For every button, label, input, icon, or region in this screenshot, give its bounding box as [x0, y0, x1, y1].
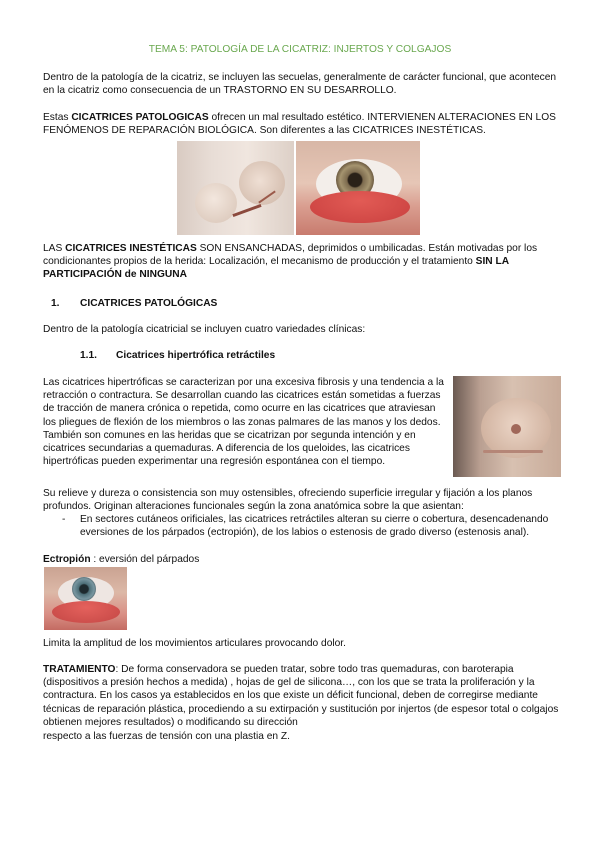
hipertroficas-paragraph: Las cicatrices hipertróficas se caracterizan por una excesiva fibrosis y una tendencia a la retracción o contractura. Se desarrollan cuando las cicatrices están sometidas a fuerzas de tracción de manera crónica o repetida, como ocurre en las cicatrices que atraviesan los pliegues de flexión de los miembros o las zonas palmares de las manos y los dedos. También son comunes en las heridas que se cicatrizan por segunda intención y en cicatrices secundarias a quemaduras. A diferencia de los queloides, las cicatrices hipertróficas pueden experimentar una regresión espontánea con el tiempo. — [43, 377, 444, 468]
breast-scar-photo — [453, 376, 561, 477]
eye-ectropion-photo — [296, 141, 420, 235]
bullet-marker: - — [62, 514, 66, 525]
section-1-number: 1. — [51, 298, 60, 309]
limita-paragraph: Limita la amplitud de los movimientos articulares provocando dolor. — [43, 638, 346, 649]
section-1-heading: CICATRICES PATOLÓGICAS — [80, 298, 218, 309]
tratamiento-paragraph: TRATAMIENTO: De forma conservadora se pueden tratar, sobre todo tras quemaduras, con baroterapia (dispositivos a presión hechos a medida) , hojas de gel de silicona…, con los que se trata la proliferación y la contractura. En los casos ya establecidos en los que existe un déficit funcional, deben de corregirse mediante técnicas de reparación plástica, procediendo a su extirpación y sustitución por injertos (de espesor total o colgajos obtienen mejores resultados) o modificando su dirección — [43, 664, 559, 728]
inesteticas-paragraph: LAS CICATRICES INESTÉTICAS SON ENSANCHADAS, deprimidos o umbilicadas. Están motivadas por los condicionantes propios de la herida: Localización, el mecanismo de producción y el tratamiento SIN LA PARTICIPACIÓN de NINGUNA — [43, 243, 538, 281]
torso-scar-photo — [177, 141, 294, 235]
relieve-paragraph: Su relieve y dureza o consistencia son muy ostensibles, ofreciendo superficie irregular y fijación a los planos profundos. Originan alteraciones funcionales según la zona anatómica sobre la que asientan: — [43, 488, 533, 513]
section-1-1-number: 1.1. — [80, 350, 97, 361]
ectropion-caption: Ectropión : eversión del párpados — [43, 554, 200, 565]
patologicas-paragraph: Estas CICATRICES PATOLOGICAS ofrecen un mal resultado estético. INTERVIENEN ALTERACIONES EN LOS FENÓMENOS DE REPARACIÓN BIOLÓGICA. Son diferentes a las CICATRICES INESTÉTICAS. — [43, 112, 556, 137]
tratamiento-last-line: respecto a las fuerzas de tensión con una plastia en Z. — [43, 731, 290, 742]
section-1-intro: Dentro de la patología cicatricial se incluyen cuatro variedades clínicas: — [43, 324, 366, 335]
ectropion-eye-photo — [44, 567, 127, 630]
page-title: TEMA 5: PATOLOGÍA DE LA CICATRIZ: INJERTOS Y COLGAJOS — [148, 44, 452, 55]
section-1-1-heading: Cicatrices hipertrófica retráctiles — [116, 350, 276, 361]
intro-paragraph: Dentro de la patología de la cicatriz, se incluyen las secuelas, generalmente de carácter funcional, que acontecen en la cicatriz como consecuencia de un TRASTORNO EN SU DESARROLLO. — [43, 72, 557, 97]
bullet-text: En sectores cutáneos orificiales, las cicatrices retráctiles alteran su cierre o cobertura, desencadenando eversiones de los párpados (ectropión), de los labios o estenosis de grado diverso (estenosis anal). — [80, 514, 549, 539]
